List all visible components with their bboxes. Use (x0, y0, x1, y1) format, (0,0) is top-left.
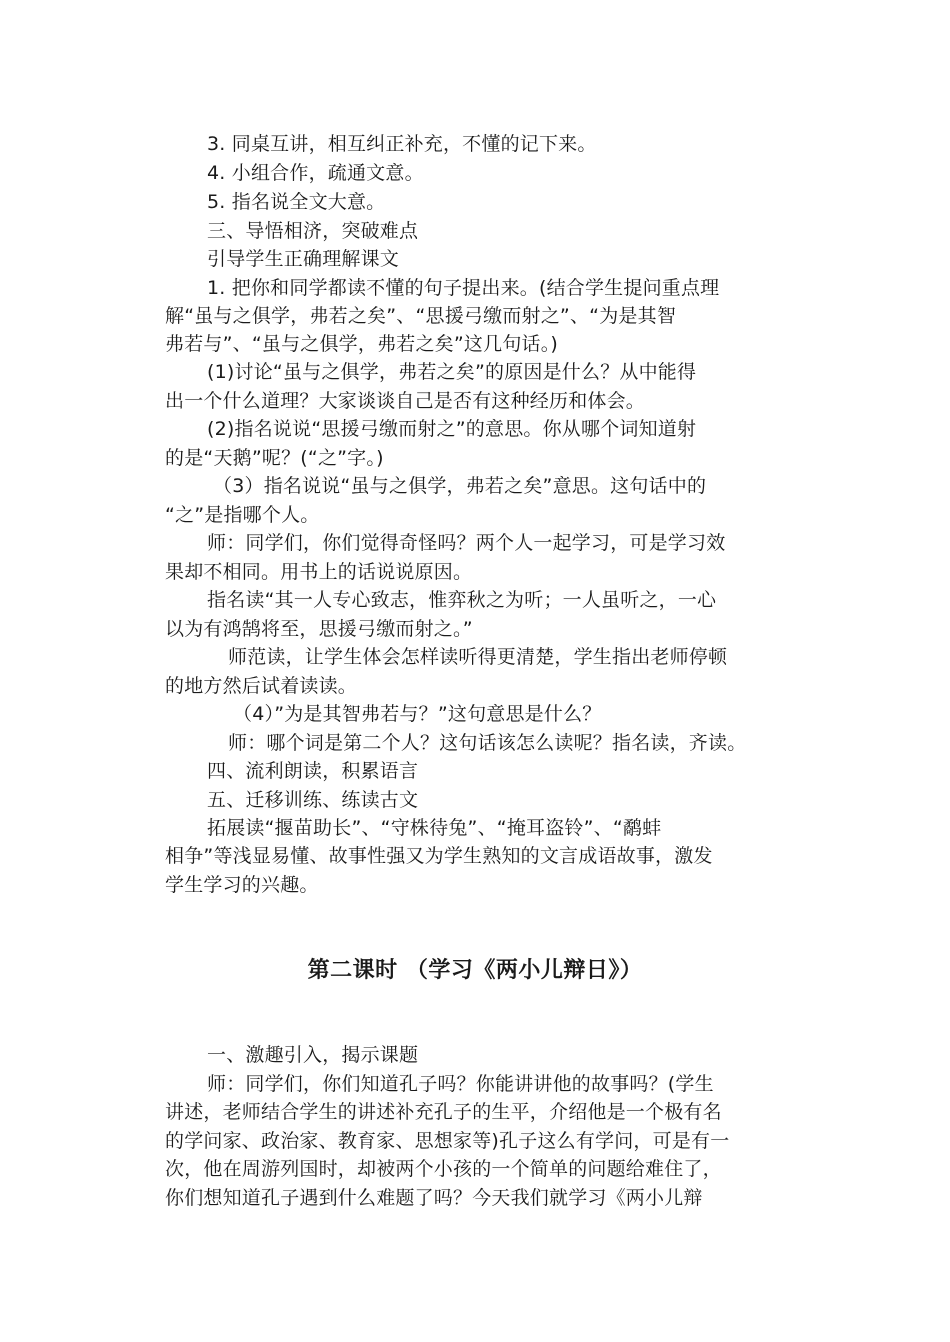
section-heading-1: 一、激趣引入，揭示课题 (207, 1044, 419, 1066)
paragraph-line: 的学问家、政治家、教育家、思想家等)孔子这么有学问，可是有一 (165, 1130, 730, 1152)
paragraph-line: “之”是指哪个人。 (165, 504, 320, 526)
section-heading-5: 五、迁移训练、练读古文 (207, 789, 419, 811)
paragraph-line: 师：同学们，你们知道孔子吗？你能讲讲他的故事吗？(学生 (207, 1073, 714, 1095)
paragraph-line: 师：同学们，你们觉得奇怪吗？两个人一起学习，可是学习效 (207, 532, 726, 554)
lesson-2-heading: 第二课时 （学习《两小儿辩日》） (307, 958, 643, 983)
paragraph-line: （3）指名说说“虽与之俱学，弗若之矣”意思。这句话中的 (213, 475, 707, 497)
paragraph-line: 学生学习的兴趣。 (165, 874, 319, 896)
paragraph-line: 果却不相同。用书上的话说说原因。 (165, 561, 473, 583)
paragraph-line: 拓展读“揠苗助长”、“守株待兔”、“掩耳盗铃”、“鹬蚌 (207, 817, 662, 839)
paragraph-line: 出一个什么道理？大家谈谈自己是否有这种经历和体会。 (165, 390, 646, 412)
paragraph-line: 引导学生正确理解课文 (207, 248, 400, 270)
paragraph-line: 指名读“其一人专心致志，惟弈秋之为听；一人虽听之，一心 (207, 589, 717, 611)
paragraph-line: 师：哪个词是第二个人？这句话该怎么读呢？指名读，齐读。 (228, 732, 747, 754)
paragraph-line: 的是“天鹅”呢？(“之”字。) (165, 447, 384, 469)
section-heading-4: 四、流利朗读，积累语言 (207, 760, 419, 782)
item-5-summary: 5. 指名说全文大意。 (207, 191, 386, 213)
paragraph-line: 讲述，老师结合学生的讲述补充孔子的生平，介绍他是一个极有名 (165, 1101, 722, 1123)
paragraph-line: 次，他在周游列国时，却被两个小孩的一个简单的问题给难住了， (165, 1158, 722, 1180)
paragraph-line: 1. 把你和同学都读不懂的句子提出来。(结合学生提问重点理 (207, 277, 720, 299)
paragraph-line: 弗若与”、“虽与之俱学，弗若之矣”这几句话。) (165, 333, 559, 355)
item-4-group-work: 4. 小组合作，疏通文意。 (207, 162, 424, 184)
paragraph-line: 解“虽与之俱学，弗若之矣”、“思援弓缴而射之”、“为是其智 (165, 305, 677, 327)
paragraph-line: (1)讨论“虽与之俱学，弗若之矣”的原因是什么？从中能得 (207, 361, 697, 383)
paragraph-line: (2)指名说说“思援弓缴而射之”的意思。你从哪个词知道射 (207, 418, 697, 440)
item-3-peer-explain: 3. 同桌互讲，相互纠正补充，不懂的记下来。 (207, 133, 597, 155)
paragraph-line: 师范读，让学生体会怎样读听得更清楚，学生指出老师停顿 (228, 646, 728, 668)
paragraph-line: 你们想知道孔子遇到什么难题了吗？今天我们就学习《两小儿辩 (165, 1187, 703, 1209)
paragraph-line: 的地方然后试着读读。 (165, 675, 358, 697)
paragraph-line: 以为有鸿鹄将至，思援弓缴而射之。” (165, 618, 473, 640)
paragraph-line: 相争”等浅显易懂、故事性强又为学生熟知的文言成语故事，激发 (165, 845, 713, 867)
paragraph-line: （4）”为是其智弗若与？”这句意思是什么？ (233, 703, 602, 725)
section-heading-3: 三、导悟相济，突破难点 (207, 220, 419, 242)
